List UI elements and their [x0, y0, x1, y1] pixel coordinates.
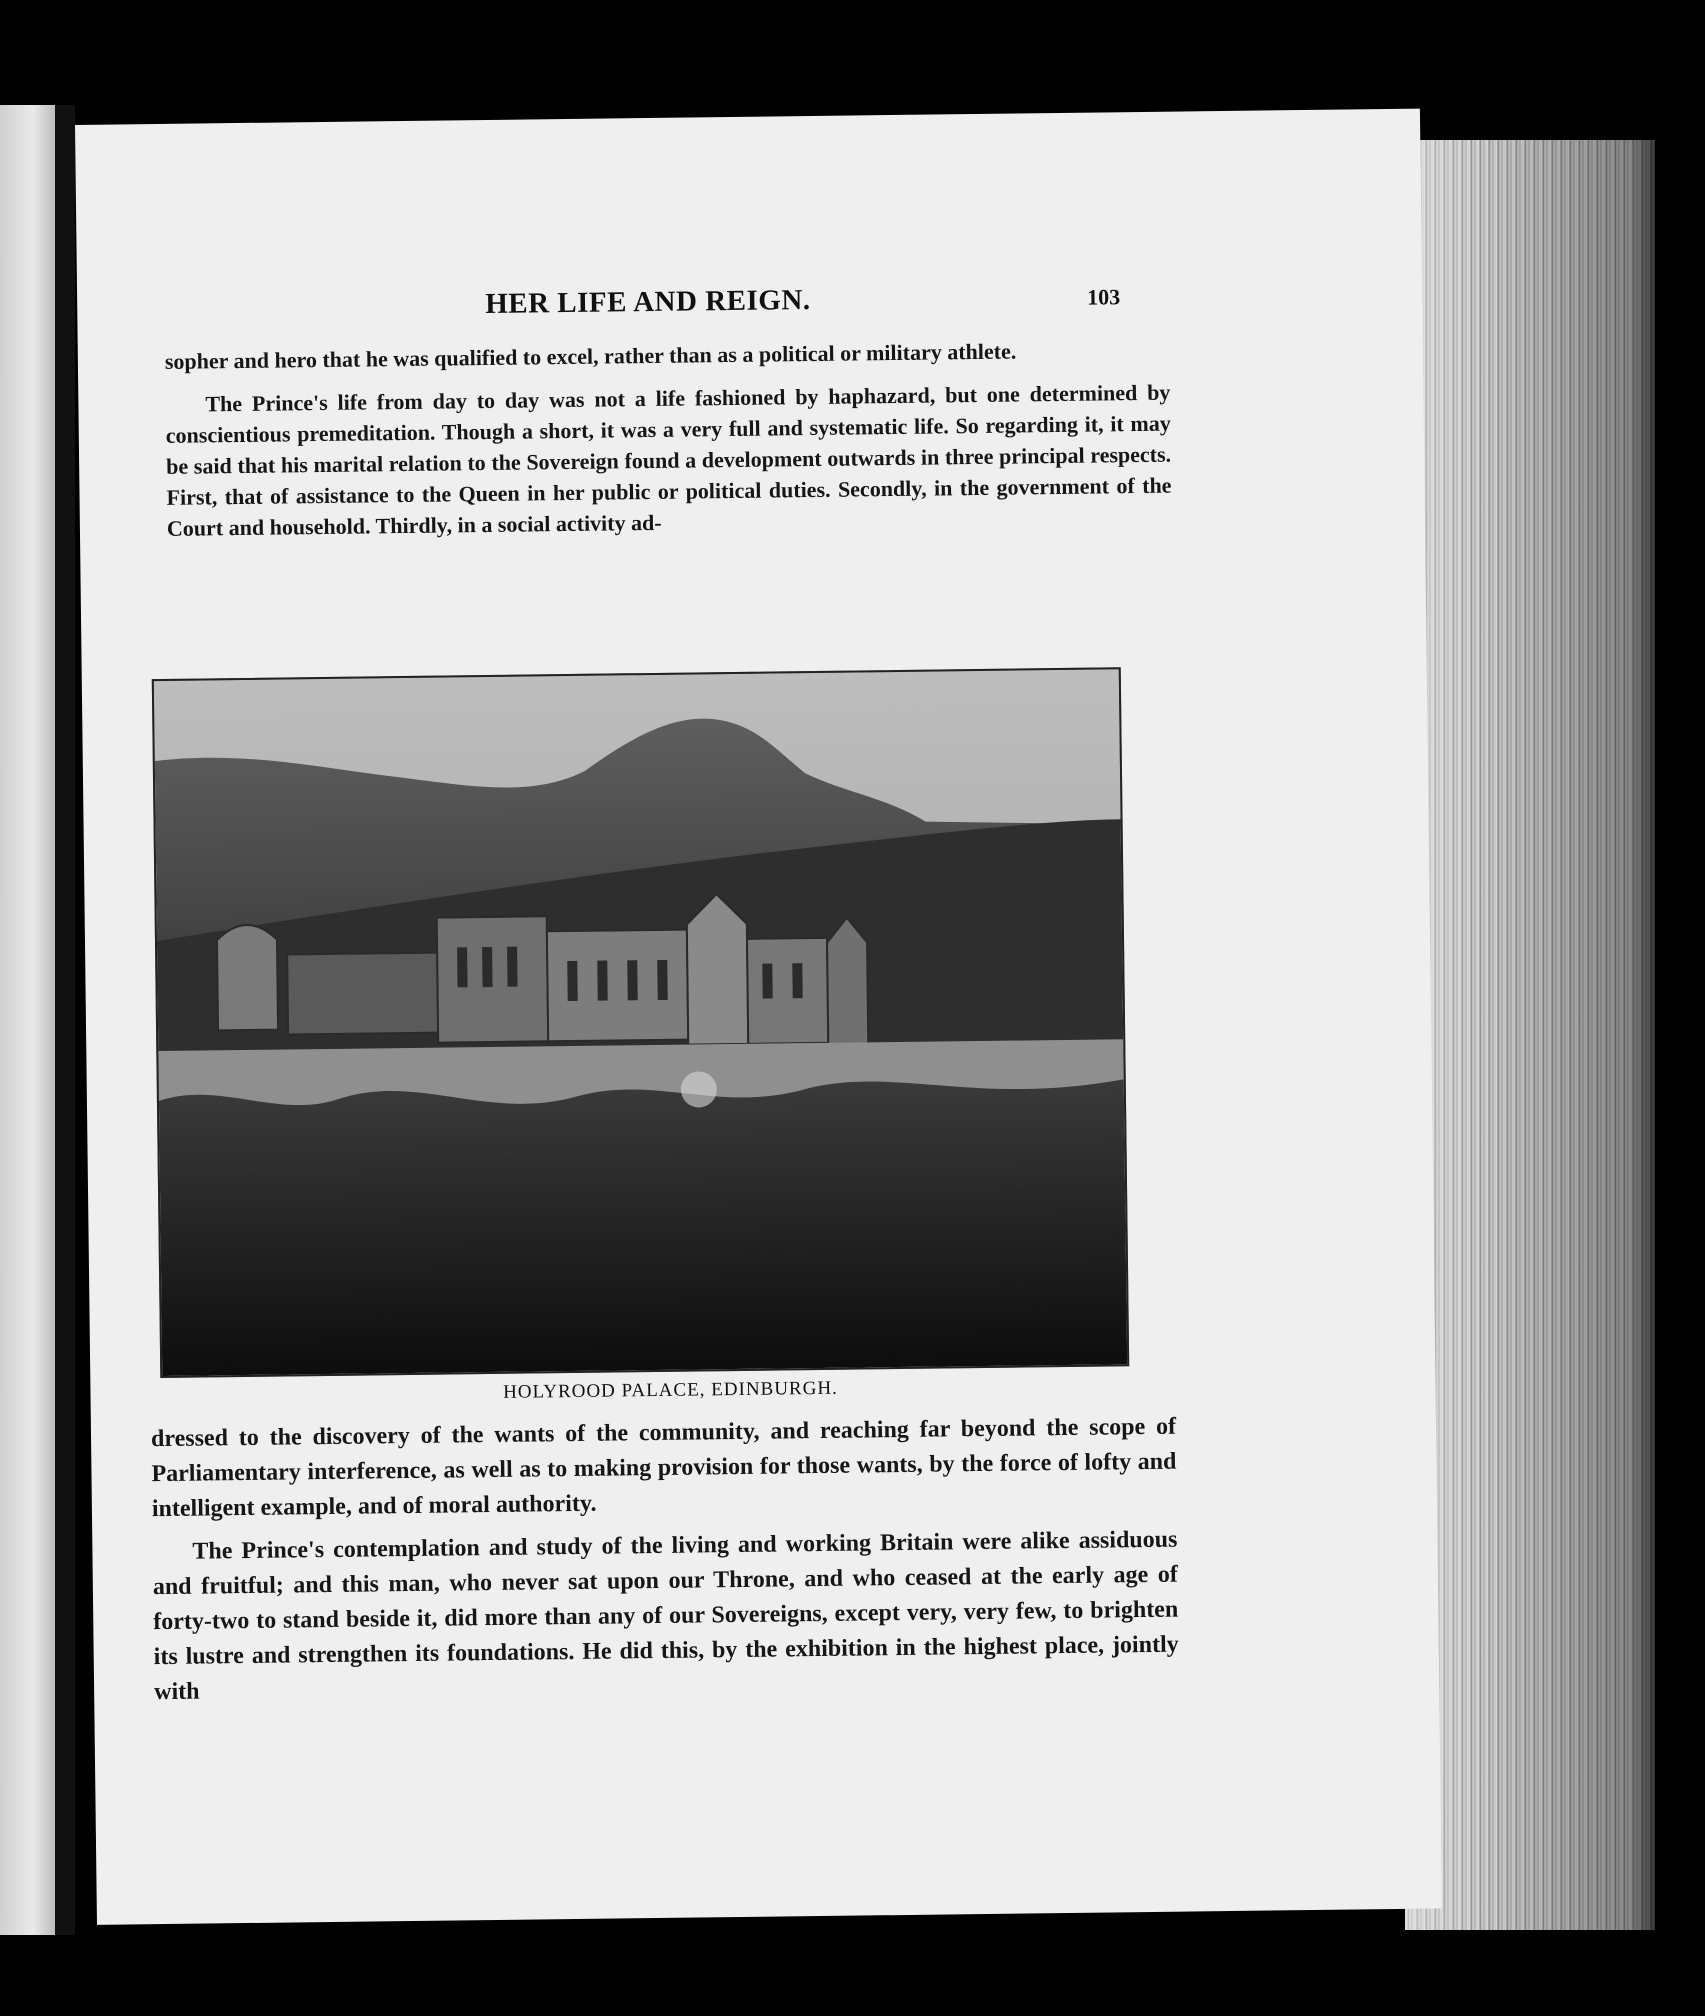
text-block-bottom	[151, 1410, 1179, 1711]
photo-illustration	[154, 669, 1127, 1376]
paragraph: The Prince's contemplation and study of the living and working Britain were alike assiduous and fruitful; and this man, who never sat upon our Throne, and who ceased at the early age of forty-two to stand beside it, did more than any of our Sovereigns, except very, very few, to brighten its lustre and strengthen its foundations. He did this, by the exhibition in the highest place, jointly with	[152, 1526, 1179, 1706]
book-page	[75, 109, 1442, 1925]
holyrood-palace-photograph	[152, 667, 1129, 1378]
page-stack-edges	[1405, 140, 1655, 1930]
paragraph: The Prince's life from day to day was not a life fashioned by haphazard, but one determined by conscientious premeditation. Though a short, it was a very full and systematic life. So regarding it, it may be said that his marital relation to the Sovereign found a development outwards in three principal respects. First, that of assistance to the Queen in her public or political duties. Secondly, in the government of the Court and household. Thirdly, in a social activity ad-	[165, 379, 1172, 541]
facing-page-edge	[0, 105, 55, 1935]
running-head: HER LIFE AND REIGN.	[485, 284, 811, 321]
text-block-top	[165, 334, 1172, 544]
page-number: 103	[1087, 284, 1121, 310]
paragraph: dressed to the discovery of the wants of the community, and reaching far beyond the scope of Parliamentary interference, as well as to making provision for those wants, by the force of lofty and intelligent example, and of moral authority.	[150, 1413, 1177, 1523]
figure-caption: HOLYROOD PALACE, EDINBURGH.	[503, 1377, 838, 1403]
paragraph: sopher and hero that he was qualified to excel, rather than as a political or military athlete.	[164, 338, 1017, 374]
book-gutter	[55, 105, 75, 1935]
